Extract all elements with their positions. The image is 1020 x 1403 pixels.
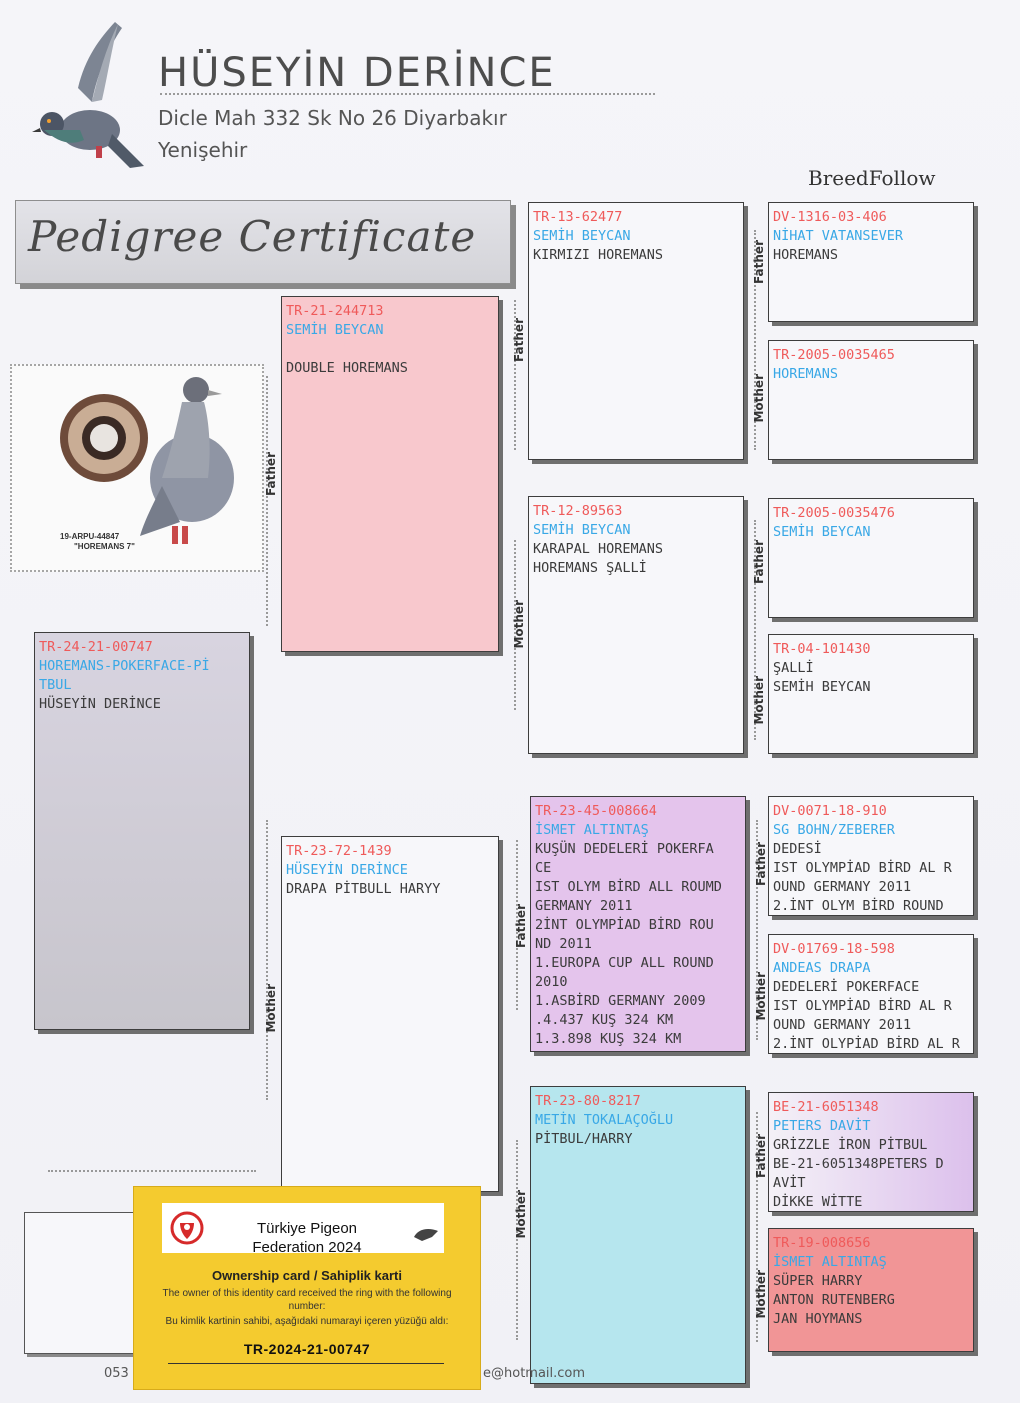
ownership-rule <box>168 1363 444 1364</box>
ring-number: TR-24-21-00747 <box>39 639 153 655</box>
mother-label: Mother <box>752 676 766 725</box>
pedigree-info-line: HOREMANS <box>773 247 839 263</box>
pedigree-info-line: 1.ASBİRD GERMANY 2009 <box>535 993 706 1009</box>
mother-label: Mother <box>752 374 766 423</box>
father-label: Father <box>514 904 528 948</box>
sds-card <box>768 498 974 618</box>
mother-label: Mother <box>754 1270 768 1319</box>
pedigree-info-line: BE-21-6051348PETERS D <box>773 1156 944 1172</box>
ring-number: DV-01769-18-598 <box>773 941 895 957</box>
pedigree-info-line: 2.İNT OLYPİAD BİRD AL R <box>773 1036 960 1052</box>
mother-label: Mother <box>264 984 278 1033</box>
notes-dotted-line <box>48 1170 256 1172</box>
photo-ring-caption: 19-ARPU-44847 <box>60 532 120 541</box>
sdd-card <box>768 634 974 754</box>
dd-card <box>530 1086 746 1384</box>
footer-phone: 053 <box>104 1366 129 1381</box>
ring-number: DV-1316-03-406 <box>773 209 887 225</box>
breeder-name: SEMİH BEYCAN <box>533 228 631 244</box>
pedigree-info-line: DEDESİ <box>773 841 822 857</box>
pedigree-info-line: GERMANY 2011 <box>535 898 633 914</box>
ssd-card <box>768 340 974 460</box>
dam-connector-lower <box>516 1140 518 1340</box>
owner-name-underline <box>160 93 655 95</box>
breeder-name: TBUL <box>39 677 72 693</box>
pedigree-info-line: SÜPER HARRY <box>773 1273 863 1289</box>
ownership-title: Ownership card / Sahiplik karti <box>211 1268 402 1283</box>
breeder-name: ANDEAS DRAPA <box>773 960 871 976</box>
federation-title: Türkiye Pigeon Federation 2024 <box>252 1220 362 1256</box>
ring-number: TR-04-101430 <box>773 641 871 657</box>
pigeon-photo-box <box>10 364 264 572</box>
pedigree-info-line: KARAPAL HOREMANS <box>533 541 664 557</box>
breeder-name: İSMET ALTINTAŞ <box>773 1254 887 1270</box>
pedigree-info-line: .4.437 KUŞ 324 KM <box>535 1012 674 1028</box>
ring-number: TR-23-45-008664 <box>535 803 657 819</box>
father-label: Father <box>752 240 766 284</box>
ddd-card <box>768 1228 974 1352</box>
brand-label: BreedFollow <box>808 166 936 190</box>
ss-card <box>528 202 744 460</box>
pedigree-info-line: HOREMANS ŞALLİ <box>533 560 647 576</box>
pigeon-logo-icon <box>30 18 150 178</box>
father-label: Father <box>754 1134 768 1178</box>
pedigree-info-line: ANTON RUTENBERG <box>773 1292 895 1308</box>
ring-number: TR-19-008656 <box>773 1235 871 1251</box>
pedigree-info-line: 1.3.898 KUŞ 324 KM <box>535 1031 682 1047</box>
mother-label: Mother <box>514 1190 528 1239</box>
ring-number: BE-21-6051348 <box>773 1099 879 1115</box>
ownership-text-en: The owner of this identity card received the ring with the following number: <box>162 1288 452 1312</box>
dss-card <box>768 796 974 916</box>
sss-card <box>768 202 974 322</box>
father-label: Father <box>264 452 278 496</box>
father-label: Father <box>512 318 526 362</box>
pigeon-stamp-icon <box>412 1225 440 1243</box>
pedigree-info-line: GRİZZLE İRON PİTBUL <box>773 1137 928 1153</box>
breeder-name: HOREMANS <box>773 366 839 382</box>
pedigree-info-line: DEDELERİ POKERFACE <box>773 979 920 995</box>
pedigree-info-line: ŞALLİ <box>773 660 814 676</box>
ring-number: TR-2005-0035476 <box>773 505 895 521</box>
pedigree-info-line: IST OLYM BİRD ALL ROUMD <box>535 879 722 895</box>
dds-card <box>768 1092 974 1212</box>
breeder-name: İSMET ALTINTAŞ <box>535 822 649 838</box>
breeder-name: METİN TOKALAÇOĞLU <box>535 1112 674 1128</box>
mother-label: Mother <box>512 600 526 649</box>
ring-number: DV-0071-18-910 <box>773 803 887 819</box>
owner-address-line1: Dicle Mah 332 Sk No 26 Diyarbakır <box>158 106 507 130</box>
breeder-name: PETERS DAVİT <box>773 1118 871 1134</box>
pedigree-info-line: DRAPA PİTBULL HARYY <box>286 881 441 897</box>
pedigree-info-line: IST OLYMPİAD BİRD AL R <box>773 998 952 1014</box>
ring-number: TR-21-244713 <box>286 303 384 319</box>
pedigree-info-line: KIRMIZI HOREMANS <box>533 247 664 263</box>
pedigree-info-line: JAN HOYMANS <box>773 1311 863 1327</box>
pedigree-info-line: OUND GERMANY 2011 <box>773 879 912 895</box>
pedigree-info-line: DİKKE WİTTE <box>773 1194 863 1210</box>
subject-connector-lower <box>266 820 268 1100</box>
notes-box <box>24 1212 136 1354</box>
father-label: Father <box>754 842 768 886</box>
pedigree-info-line: 2İNT OLYMPİAD BİRD ROU <box>535 917 714 933</box>
pedigree-info-line <box>286 340 494 359</box>
subject-connector <box>266 376 268 626</box>
breeder-name: SEMİH BEYCAN <box>773 524 871 540</box>
breeder-name: HOREMANS-POKERFACE-Pİ <box>39 658 210 674</box>
subject-card <box>34 632 250 1030</box>
ownership-card <box>133 1186 481 1390</box>
breeder-name: SG BOHN/ZEBERER <box>773 822 895 838</box>
sire-card <box>281 296 499 652</box>
owner-address-line2: Yenişehir <box>158 138 248 162</box>
father-label: Father <box>752 540 766 584</box>
pedigree-info-line: SEMİH BEYCAN <box>773 679 871 695</box>
photo-name-caption: "HOREMANS 7" <box>74 542 135 551</box>
breeder-name: HÜSEYİN DERİNCE <box>286 862 408 878</box>
pedigree-info-line: PİTBUL/HARRY <box>535 1131 633 1147</box>
dsd-card <box>768 934 974 1054</box>
pedigree-info-line: DOUBLE HOREMANS <box>286 360 408 376</box>
pedigree-info-line: 2010 <box>535 974 568 990</box>
pedigree-info-line: 1.EUROPA CUP ALL ROUND <box>535 955 714 971</box>
pedigree-info-line: CE <box>535 860 552 876</box>
breeder-name: SEMİH BEYCAN <box>533 522 631 538</box>
owner-name: HÜSEYİN DERİNCE <box>158 50 556 96</box>
pedigree-info-line: OUND GERMANY 2011 <box>773 1017 912 1033</box>
ring-number: TR-2005-0035465 <box>773 347 895 363</box>
mother-label: Mother <box>754 972 768 1021</box>
sd-card <box>528 496 744 754</box>
certificate-title: Pedigree Certificate <box>28 212 477 261</box>
ownership-text-tr: Bu kimlik kartinin sahibi, aşağıdaki numarayi içeren yüzüğü aldı: <box>165 1316 449 1327</box>
federation-logo-icon <box>170 1211 204 1245</box>
pedigree-info-line: IST OLYMPİAD BİRD AL R <box>773 860 952 876</box>
pigeon-photo-icon <box>12 366 262 570</box>
footer-email: e@hotmail.com <box>483 1366 586 1381</box>
ring-number: TR-13-62477 <box>533 209 623 225</box>
pedigree-info-line: AVİT <box>773 1175 806 1191</box>
pedigree-info-line: 2.İNT OLYM BİRD ROUND <box>773 898 944 914</box>
pedigree-info-line: HÜSEYİN DERİNCE <box>39 696 161 712</box>
pedigree-info-line: KUŞÜN DEDELERİ POKERFA <box>535 841 714 857</box>
ring-number: TR-23-80-8217 <box>535 1093 641 1109</box>
breeder-name: NİHAT VATANSEVER <box>773 228 904 244</box>
pedigree-info-line: ND 2011 <box>535 936 592 952</box>
dam-card <box>281 836 499 1192</box>
ownership-ring-number: TR-2024-21-00747 <box>243 1341 371 1357</box>
ring-number: TR-12-89563 <box>533 503 623 519</box>
breeder-name: SEMİH BEYCAN <box>286 322 384 338</box>
ring-number: TR-23-72-1439 <box>286 843 392 859</box>
ds-card <box>530 796 746 1052</box>
